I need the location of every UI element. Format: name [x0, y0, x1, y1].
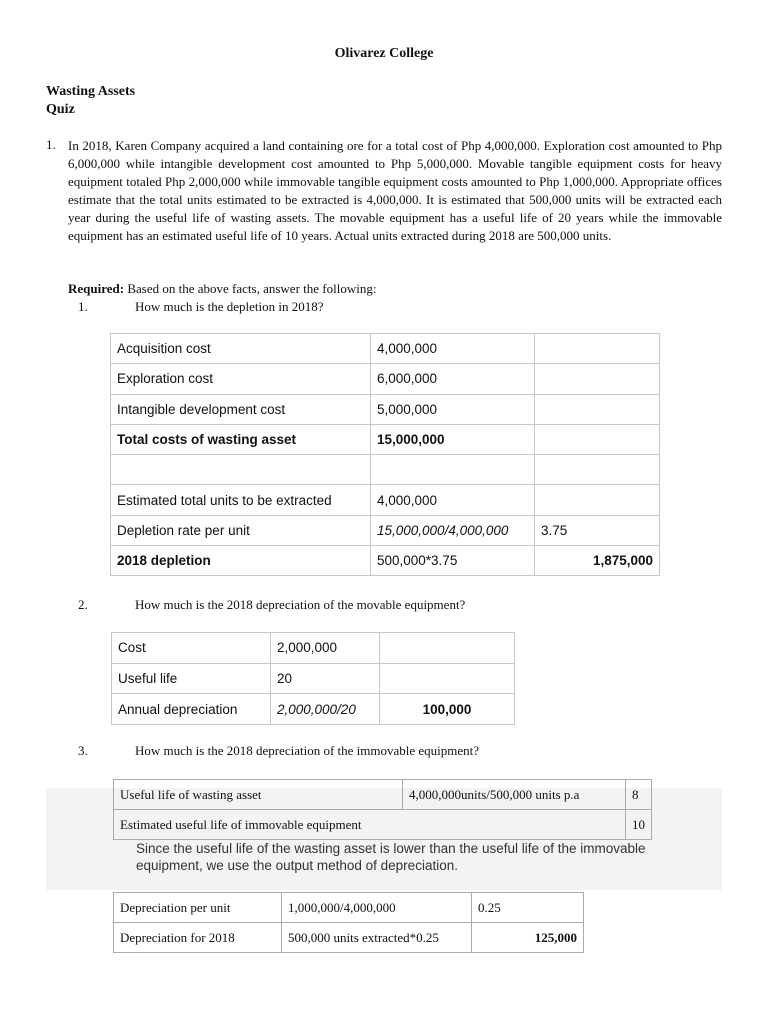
table-cell: Useful life of wasting asset — [114, 780, 403, 810]
table-cell: 2018 depletion — [111, 546, 371, 576]
table-cell: Acquisition cost — [111, 334, 371, 364]
table-row — [111, 515, 660, 545]
table-cell: Useful life — [112, 663, 271, 694]
table-row — [114, 923, 584, 953]
table-cell: 3.75 — [535, 515, 660, 545]
table-row — [111, 546, 660, 576]
output-method-table — [113, 892, 584, 953]
table-cell: Exploration cost — [111, 364, 371, 394]
table-cell: Depletion rate per unit — [111, 515, 371, 545]
required-label: Required: — [68, 281, 125, 296]
table-cell: Depreciation for 2018 — [114, 923, 282, 953]
table-row — [111, 455, 660, 485]
table-cell: 20 — [271, 663, 380, 694]
table-cell: Cost — [112, 633, 271, 664]
required-text: Based on the above facts, answer the following: — [124, 281, 377, 296]
depletion-table — [110, 333, 660, 576]
sub-question-number: 1. — [78, 299, 88, 314]
table-cell: Depreciation per unit — [114, 893, 282, 923]
sub-question-3 — [78, 743, 678, 761]
table-cell — [535, 455, 660, 485]
table-row — [111, 485, 660, 515]
sub-question-number: 2. — [78, 597, 88, 612]
table-cell: 8 — [626, 780, 652, 810]
table-row — [112, 633, 515, 664]
table-cell — [371, 455, 535, 485]
table-row — [111, 394, 660, 424]
document-title — [46, 83, 135, 119]
table-row — [111, 424, 660, 454]
table-row — [112, 663, 515, 694]
table-cell — [403, 810, 626, 840]
quiz-label: Quiz — [46, 102, 75, 117]
table-cell: Annual depreciation — [112, 694, 271, 725]
table-cell — [535, 485, 660, 515]
table-cell — [535, 334, 660, 364]
movable-equipment-table — [111, 632, 515, 725]
method-note: Since the useful life of the wasting asset is lower than the useful life of the immovable equipment, we use the output method of depreciation. — [136, 841, 646, 873]
sub-question-text: How much is the depletion in 2018? — [135, 299, 324, 314]
sub-question-number: 3. — [78, 743, 88, 758]
table-cell: Total costs of wasting asset — [111, 424, 371, 454]
table-cell — [535, 394, 660, 424]
table-cell: 2,000,000 — [271, 633, 380, 664]
table-row — [114, 780, 652, 810]
table-cell: 10 — [626, 810, 652, 840]
table-cell: 0.25 — [472, 893, 584, 923]
table-cell: Intangible development cost — [111, 394, 371, 424]
table-cell — [535, 424, 660, 454]
table-cell: 5,000,000 — [371, 394, 535, 424]
table-cell: 6,000,000 — [371, 364, 535, 394]
table-row — [111, 364, 660, 394]
table-cell: 15,000,000 — [371, 424, 535, 454]
table-cell: 1,000,000/4,000,000 — [282, 893, 472, 923]
table-cell: 15,000,000/4,000,000 — [371, 515, 535, 545]
table-row — [112, 694, 515, 725]
sub-question-text: How much is the 2018 depreciation of the movable equipment? — [135, 597, 466, 612]
table-row — [114, 893, 584, 923]
immovable-equipment-table — [113, 779, 652, 840]
question-text: In 2018, Karen Company acquired a land containing ore for a total cost of Php 4,000,000. Exploration cost amounted to Php 6,000,000 while intangible development cost amounted to Php 5,000,000. Movable tangible equipment costs for heavy equipment totaled Php 2,000,000 while immovable tangible equipment costs amounted to Php 1,000,000. Appropriate offices estimate that the total units estimated to be extracted is 4,000,000. It is estimated that 500,000 units will be extracted each year during the useful life of wasting assets. The movable equipment has a useful life of 20 years while the immovable equipment has an estimated useful life of 10 years. Actual units extracted during 2018 are 500,000 units. — [68, 138, 722, 243]
table-cell: 125,000 — [472, 923, 584, 953]
table-cell: Estimated useful life of immovable equipment — [114, 810, 403, 840]
sub-question-text: How much is the 2018 depreciation of the immovable equipment? — [135, 743, 480, 758]
table-cell: 4,000,000 — [371, 485, 535, 515]
sub-question-2 — [78, 597, 678, 615]
table-row — [114, 810, 652, 840]
table-cell: 500,000 units extracted*0.25 — [282, 923, 472, 953]
table-cell: 4,000,000 — [371, 334, 535, 364]
table-row — [111, 334, 660, 364]
topic-title: Wasting Assets — [46, 84, 136, 99]
sub-question-1 — [78, 299, 678, 317]
table-cell: 1,875,000 — [535, 546, 660, 576]
required-line — [68, 281, 376, 297]
table-cell: 100,000 — [380, 694, 515, 725]
table-cell: 4,000,000units/500,000 units p.a — [403, 780, 626, 810]
table-cell: 500,000*3.75 — [371, 546, 535, 576]
table-cell — [380, 633, 515, 664]
question-number: 1. — [46, 137, 56, 152]
college-name: Olivarez College — [334, 46, 434, 61]
table-cell — [111, 455, 371, 485]
table-cell — [380, 663, 515, 694]
table-cell: Estimated total units to be extracted — [111, 485, 371, 515]
table-cell: 2,000,000/20 — [271, 694, 380, 725]
table-cell — [535, 364, 660, 394]
